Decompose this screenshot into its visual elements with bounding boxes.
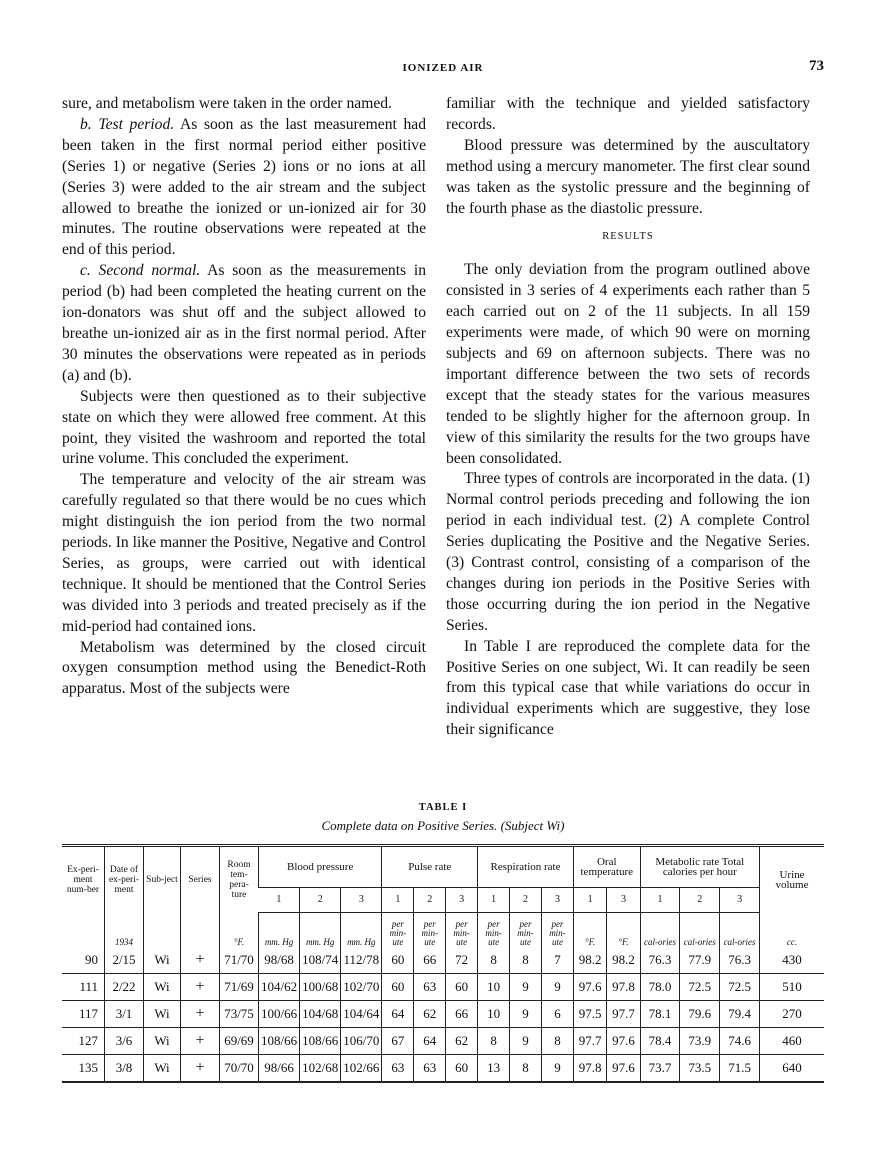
unit-label: [62, 913, 105, 948]
paragraph: [446, 260, 810, 469]
cell-metabolic: 73.5: [680, 1055, 720, 1083]
unit-label: per min-ute: [478, 913, 510, 948]
period-number: 3: [607, 888, 640, 913]
cell-room-temp: 71/70: [220, 947, 259, 974]
header-oral-temp: Oral temperature: [573, 846, 640, 888]
cell-bp: 108/74: [300, 947, 341, 974]
cell-room-temp: 71/69: [220, 974, 259, 1001]
table-row: [62, 1001, 824, 1028]
cell-room-temp: 69/69: [220, 1028, 259, 1055]
header-experiment: Ex-peri-ment num-ber: [62, 846, 105, 913]
cell-bp: 100/68: [300, 974, 341, 1001]
table-caption: [62, 802, 824, 834]
left-column: [62, 94, 426, 700]
paragraph-text: In Table I are reproduced the complete data for the Positive Series on one subject, Wi. It can readily be seen from this typical case that while variations do occur in individual experiments which are suggestive, they lose their significance: [446, 637, 810, 739]
unit-label: °F.: [573, 913, 606, 948]
period-number: 3: [541, 888, 573, 913]
paragraph: [62, 261, 426, 386]
cell-subject: Wi: [144, 1028, 181, 1055]
paragraph: [446, 637, 810, 742]
cell-oral-temp: 97.8: [573, 1055, 606, 1083]
header-metabolic-rate: Metabolic rate Total calories per hour: [640, 846, 759, 888]
unit-label: cal-ories: [640, 913, 680, 948]
unit-label: °F.: [220, 913, 259, 948]
cell-experiment: 127: [62, 1028, 105, 1055]
cell-pulse: 62: [446, 1028, 478, 1055]
unit-label: mm. Hg: [259, 913, 300, 948]
cell-subject: Wi: [144, 1001, 181, 1028]
cell-urine: 510: [760, 974, 825, 1001]
cell-resp: 8: [510, 1055, 542, 1083]
cell-metabolic: 77.9: [680, 947, 720, 974]
cell-urine: 430: [760, 947, 825, 974]
cell-subject: Wi: [144, 1055, 181, 1083]
paragraph: [62, 470, 426, 637]
unit-label: 1934: [105, 913, 144, 948]
cell-metabolic: 72.5: [680, 974, 720, 1001]
cell-metabolic: 78.0: [640, 974, 680, 1001]
cell-room-temp: 73/75: [220, 1001, 259, 1028]
running-head: IONIZED AIR: [402, 62, 484, 74]
header-date: Date of ex-peri-ment: [105, 846, 144, 913]
cell-oral-temp: 97.8: [607, 974, 640, 1001]
unit-label: per min-ute: [414, 913, 446, 948]
cell-resp: 13: [478, 1055, 510, 1083]
cell-date: 3/1: [105, 1001, 144, 1028]
cell-pulse: 67: [382, 1028, 414, 1055]
cell-resp: 8: [510, 947, 542, 974]
cell-pulse: 63: [382, 1055, 414, 1083]
paragraph-text: The only deviation from the program outlined above consisted in 3 series of 4 experiments each rather than 5 each carried out on 2 of the 11 subjects. In all 159 experiments were made, of which 90 were on morning subjects and 69 on afternoon subjects. There was no important difference between the two sets of records except that the steady states for the various measures tended to be slightly higher for the afternoon group. In view of this similarity the results for the two groups have been consolidated.: [446, 261, 810, 467]
cell-resp: 10: [478, 974, 510, 1001]
unit-label: cal-ories: [720, 913, 760, 948]
paragraph: [446, 94, 810, 136]
cell-oral-temp: 97.6: [573, 974, 606, 1001]
cell-pulse: 60: [382, 947, 414, 974]
cell-metabolic: 73.7: [640, 1055, 680, 1083]
cell-urine: 460: [760, 1028, 825, 1055]
cell-pulse: 66: [446, 1001, 478, 1028]
paragraph-lead: b. Test period.: [80, 115, 175, 133]
cell-metabolic: 79.6: [680, 1001, 720, 1028]
period-number: 2: [414, 888, 446, 913]
paragraph-lead: c. Second normal.: [80, 262, 201, 280]
cell-metabolic: 72.5: [720, 974, 760, 1001]
unit-label: mm. Hg: [341, 913, 382, 948]
cell-bp: 100/66: [259, 1001, 300, 1028]
cell-oral-temp: 97.7: [607, 1001, 640, 1028]
cell-bp: 106/70: [341, 1028, 382, 1055]
paragraph: [62, 94, 426, 115]
paragraph-text: familiar with the technique and yielded satisfactory records.: [446, 95, 810, 133]
cell-resp: 8: [541, 1028, 573, 1055]
cell-date: 2/22: [105, 974, 144, 1001]
cell-oral-temp: 97.5: [573, 1001, 606, 1028]
cell-bp: 112/78: [341, 947, 382, 974]
unit-label: °F.: [607, 913, 640, 948]
cell-resp: 9: [510, 974, 542, 1001]
paragraph-text: Subjects were then questioned as to their subjective state on which they were allowed free comment. At this point, they visited the washroom and reported the total urine volume. This concluded the experiment.: [62, 387, 426, 468]
cell-bp: 102/68: [300, 1055, 341, 1083]
cell-bp: 104/62: [259, 974, 300, 1001]
paragraph: [62, 387, 426, 471]
cell-series: +: [181, 1001, 220, 1028]
cell-series: +: [181, 1055, 220, 1083]
cell-resp: 8: [478, 947, 510, 974]
header-respiration-rate: Respiration rate: [478, 846, 574, 888]
cell-oral-temp: 98.2: [607, 947, 640, 974]
paragraph-text: Three types of controls are incorporated in the data. (1) Normal control periods preceding and following the ion period in each individual test. (2) A complete Control Series duplicating the Positive and the Negative Series. (3) Contrast control, consisting of a comparison of the changes during ion periods in the Positive Series with those occurring during the ion period in the Negative Series.: [446, 470, 810, 634]
cell-oral-temp: 97.7: [573, 1028, 606, 1055]
cell-resp: 9: [541, 1055, 573, 1083]
header-room-temp: Room tem-pera-ture: [220, 846, 259, 913]
cell-oral-temp: 97.6: [607, 1028, 640, 1055]
cell-pulse: 63: [414, 1055, 446, 1083]
cell-metabolic: 74.6: [720, 1028, 760, 1055]
cell-metabolic: 79.4: [720, 1001, 760, 1028]
cell-date: 3/8: [105, 1055, 144, 1083]
cell-urine: 270: [760, 1001, 825, 1028]
header-blood-pressure: Blood pressure: [259, 846, 382, 888]
cell-experiment: 135: [62, 1055, 105, 1083]
period-number: 1: [573, 888, 606, 913]
cell-resp: 9: [510, 1001, 542, 1028]
cell-bp: 108/66: [300, 1028, 341, 1055]
paragraph-text: Metabolism was determined by the closed circuit oxygen consumption method using the Benedict-Roth apparatus. Most of the subjects were: [62, 638, 426, 698]
section-heading: RESULTS: [602, 231, 654, 243]
cell-pulse: 63: [414, 974, 446, 1001]
cell-metabolic: 73.9: [680, 1028, 720, 1055]
table-row: [62, 1055, 824, 1083]
cell-subject: Wi: [144, 974, 181, 1001]
right-column: [446, 94, 810, 741]
table-label: TABLE I: [418, 802, 468, 813]
period-number: 1: [259, 888, 300, 913]
cell-resp: 6: [541, 1001, 573, 1028]
cell-resp: 10: [478, 1001, 510, 1028]
cell-resp: 9: [541, 974, 573, 1001]
cell-bp: 104/64: [341, 1001, 382, 1028]
unit-label: cal-ories: [680, 913, 720, 948]
cell-bp: 102/70: [341, 974, 382, 1001]
cell-bp: 102/66: [341, 1055, 382, 1083]
cell-pulse: 64: [414, 1028, 446, 1055]
unit-label: per min-ute: [446, 913, 478, 948]
cell-bp: 98/68: [259, 947, 300, 974]
header-series: Series: [181, 846, 220, 913]
cell-series: +: [181, 974, 220, 1001]
cell-oral-temp: 97.6: [607, 1055, 640, 1083]
unit-label: per min-ute: [541, 913, 573, 948]
cell-experiment: 117: [62, 1001, 105, 1028]
page-header: [62, 58, 824, 78]
period-number: 3: [341, 888, 382, 913]
cell-metabolic: 71.5: [720, 1055, 760, 1083]
cell-date: 3/6: [105, 1028, 144, 1055]
page-number: 73: [809, 58, 824, 74]
cell-subject: Wi: [144, 947, 181, 974]
period-number: 1: [382, 888, 414, 913]
data-table: [62, 844, 824, 1083]
cell-metabolic: 76.3: [640, 947, 680, 974]
header-urine: Urine volume: [760, 846, 825, 913]
cell-pulse: 60: [446, 1055, 478, 1083]
cell-bp: 98/66: [259, 1055, 300, 1083]
table-title: Complete data on Positive Series. (Subject Wi): [321, 818, 565, 833]
cell-pulse: 64: [382, 1001, 414, 1028]
period-number: 3: [446, 888, 478, 913]
period-number: 2: [680, 888, 720, 913]
unit-label: mm. Hg: [300, 913, 341, 948]
cell-bp: 108/66: [259, 1028, 300, 1055]
cell-experiment: 111: [62, 974, 105, 1001]
cell-oral-temp: 98.2: [573, 947, 606, 974]
table-row: [62, 947, 824, 974]
paragraph: [446, 469, 810, 636]
cell-date: 2/15: [105, 947, 144, 974]
paragraph-text: Blood pressure was determined by the auscultatory method using a mercury manometer. The first clear sound was taken as the systolic pressure and the beginning of the fourth phase as the diastolic pressure.: [446, 136, 810, 217]
cell-urine: 640: [760, 1055, 825, 1083]
paragraph-text: As soon as the last measurement had been taken in the first normal period either positive (Series 1) or negative (Series 2) ions or no ions at all (Series 3) were added to the air stream and the subject allowed to breathe the ionized or un-ionized air for 30 minutes. The routine observations were repeated at the end of this period.: [62, 115, 426, 259]
paragraph-text: As soon as the measurements in period (b) had been completed the heating current on the ion-donators was shut off and the subject allowed to breathe un-ionized air as in the first normal period. After 30 minutes the observations were repeated as in periods (a) and (b).: [62, 262, 426, 384]
unit-label: cc.: [760, 913, 825, 948]
paragraph: [62, 115, 426, 261]
cell-metabolic: 78.1: [640, 1001, 680, 1028]
cell-experiment: 90: [85, 952, 98, 967]
period-number: 1: [478, 888, 510, 913]
unit-label: per min-ute: [382, 913, 414, 948]
paragraph: [446, 136, 810, 220]
period-number: 3: [720, 888, 760, 913]
period-number: 2: [300, 888, 341, 913]
table-row: [62, 1028, 824, 1055]
paragraph-text: The temperature and velocity of the air stream was carefully regulated so that there would be no cues which might distinguish the ion period from the two normal periods. In like manner the Positive, Negative and Control Series, as groups, were carried out with identical technique. It should be mentioned that the Control Series was divided into 3 periods and treated precisely as if the mid-period had contained ions.: [62, 471, 426, 635]
cell-resp: 8: [478, 1028, 510, 1055]
cell-series: +: [181, 1028, 220, 1055]
header-subject: Sub-ject: [144, 846, 181, 913]
cell-pulse: 72: [446, 947, 478, 974]
cell-bp: 104/68: [300, 1001, 341, 1028]
header-pulse-rate: Pulse rate: [382, 846, 478, 888]
unit-label: [144, 913, 181, 948]
paragraph: [62, 638, 426, 701]
cell-resp: 9: [510, 1028, 542, 1055]
cell-pulse: 60: [446, 974, 478, 1001]
cell-pulse: 60: [382, 974, 414, 1001]
cell-pulse: 62: [414, 1001, 446, 1028]
table-row: [62, 974, 824, 1001]
period-number: 2: [510, 888, 542, 913]
cell-series: +: [181, 947, 220, 974]
period-number: 1: [640, 888, 680, 913]
unit-label: per min-ute: [510, 913, 542, 948]
cell-pulse: 66: [414, 947, 446, 974]
cell-metabolic: 78.4: [640, 1028, 680, 1055]
paragraph-text: sure, and metabolism were taken in the order named.: [62, 95, 392, 112]
cell-room-temp: 70/70: [220, 1055, 259, 1083]
cell-resp: 7: [541, 947, 573, 974]
cell-metabolic: 76.3: [720, 947, 760, 974]
unit-label: [181, 913, 220, 948]
